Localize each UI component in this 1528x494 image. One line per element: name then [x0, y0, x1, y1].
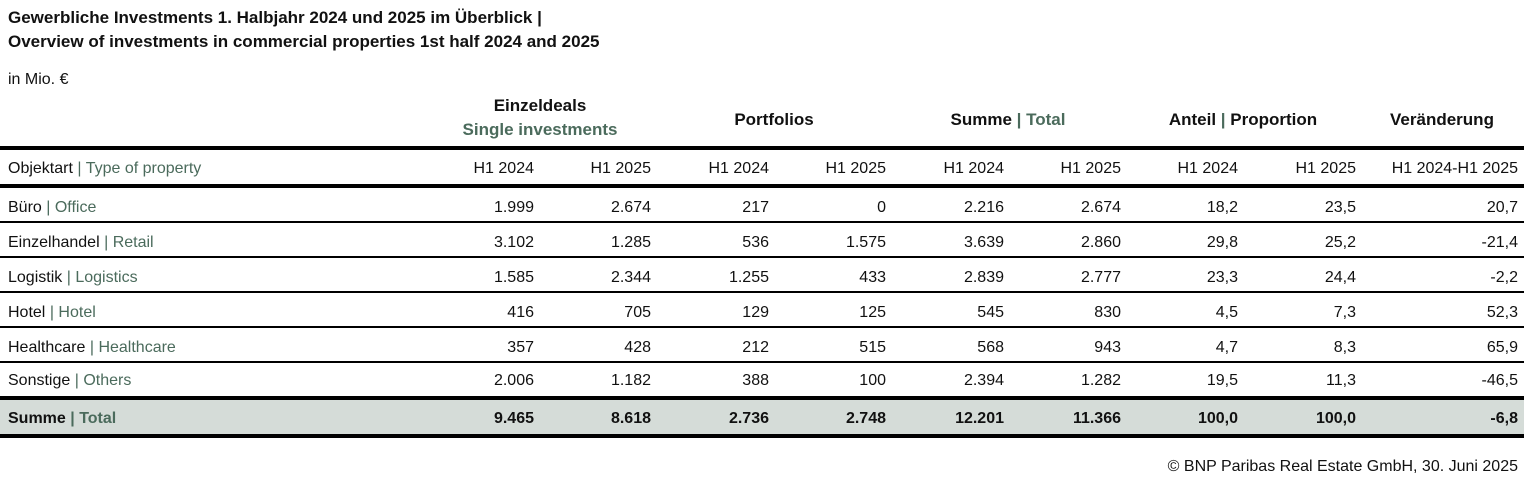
row-label	[8, 366, 131, 396]
title-line-de: Gewerbliche Investments 1. Halbjahr 2024 und 2025 im Überblick |	[8, 8, 542, 27]
group-separator: |	[1220, 110, 1226, 129]
row-label	[8, 193, 96, 223]
table-cell: 65,9	[1486, 339, 1518, 356]
table-cell: 23,3	[1206, 269, 1238, 286]
group-separator: |	[1016, 110, 1022, 129]
row-label-de: Healthcare	[8, 339, 86, 356]
row-label-en: Office	[54, 199, 97, 216]
table-cell: 545	[977, 304, 1004, 321]
column-header-h1-2025: H1 2025	[1295, 160, 1356, 177]
table-cell: 24,4	[1324, 269, 1356, 286]
copyright-footer: © BNP Paribas Real Estate GmbH, 30. Juni 2025	[1167, 458, 1518, 475]
table-cell: 4,7	[1215, 339, 1238, 356]
group-einzeldeals: Einzeldeals	[493, 96, 587, 115]
table-cell: -2,2	[1490, 269, 1518, 286]
table-cell: 2.860	[1080, 234, 1121, 251]
table-row	[0, 366, 1524, 396]
table-cell: 7,3	[1333, 304, 1356, 321]
table-cell: 515	[859, 339, 886, 356]
row-label-en: Healthcare	[98, 339, 176, 356]
column-header-h1-2024: H1 2024	[943, 160, 1004, 177]
column-header-row	[0, 154, 1524, 184]
total-cell: 100,0	[1315, 410, 1356, 427]
table-cell: 11,3	[1326, 372, 1356, 389]
group-anteil: Anteil	[1168, 110, 1217, 129]
table-row	[0, 193, 1524, 223]
group-proportion: Proportion	[1230, 110, 1318, 129]
table-cell: 1.585	[493, 269, 534, 286]
table-cell: 416	[507, 304, 534, 321]
table-row	[0, 333, 1524, 363]
separator: |	[49, 304, 54, 321]
table-cell: 20,7	[1486, 199, 1518, 216]
table-cell: 125	[859, 304, 886, 321]
row-label-en: Others	[83, 372, 132, 389]
row-label-de: Büro	[8, 199, 42, 216]
column-header-h1-2025: H1 2025	[590, 160, 651, 177]
table-cell: 2.216	[963, 199, 1004, 216]
table-cell: 1.575	[845, 234, 886, 251]
table-cell: 212	[742, 339, 769, 356]
group-single-investments: Single investments	[462, 120, 618, 139]
table-cell: 23,5	[1324, 199, 1356, 216]
group-veraenderung: Veränderung	[1390, 110, 1494, 129]
table-cell: 830	[1094, 304, 1121, 321]
table-cell: 2.394	[963, 372, 1004, 389]
row-label-de: Einzelhandel	[8, 234, 100, 251]
table-cell: 1.282	[1080, 372, 1121, 389]
table-cell: 18,2	[1206, 199, 1238, 216]
group-header-proportion	[1148, 110, 1338, 130]
column-header-h1-2025: H1 2025	[1060, 160, 1121, 177]
total-cell: 2.736	[728, 410, 769, 427]
row-label	[8, 298, 96, 328]
total-label-en: Total	[79, 410, 117, 427]
total-cell: 100,0	[1197, 410, 1238, 427]
table-cell: 2.006	[493, 372, 534, 389]
column-header-h1-2024: H1 2024	[708, 160, 769, 177]
group-header-total	[912, 110, 1104, 130]
header-top-rule	[0, 146, 1524, 150]
separator: |	[89, 339, 94, 356]
table-cell: 19,5	[1206, 372, 1238, 389]
total-bottom-rule	[0, 434, 1524, 438]
column-header-type-de: Objektart	[8, 160, 73, 177]
row-label-de: Hotel	[8, 304, 46, 321]
row-label-en: Retail	[112, 234, 154, 251]
table-cell: 2.674	[610, 199, 651, 216]
group-summe: Summe	[950, 110, 1012, 129]
table-cell: 2.674	[1080, 199, 1121, 216]
table-cell: -21,4	[1481, 234, 1518, 251]
table-cell: 536	[742, 234, 769, 251]
total-cell: 2.748	[845, 410, 886, 427]
table-cell: 2.777	[1080, 269, 1121, 286]
row-label-de: Sonstige	[8, 372, 71, 389]
table-cell: 388	[742, 372, 769, 389]
table-cell: 1.182	[610, 372, 651, 389]
table-cell: 428	[624, 339, 651, 356]
table-cell: 129	[742, 304, 769, 321]
table-cell: 3.102	[493, 234, 534, 251]
total-row	[0, 404, 1524, 434]
row-label	[8, 228, 154, 258]
separator: |	[66, 269, 71, 286]
table-cell: 4,5	[1215, 304, 1238, 321]
table-cell: 1.999	[493, 199, 534, 216]
row-label	[8, 263, 138, 293]
table-title	[8, 6, 599, 54]
table-cell: 25,2	[1324, 234, 1356, 251]
row-label-de: Logistik	[8, 269, 63, 286]
table-cell: 217	[742, 199, 769, 216]
table-cell: 8,3	[1333, 339, 1356, 356]
table-cell: 1.285	[610, 234, 651, 251]
column-header-type	[8, 154, 201, 184]
table-cell: 2.344	[610, 269, 651, 286]
total-cell: 9.465	[493, 410, 534, 427]
row-label	[8, 333, 176, 363]
table-row	[0, 263, 1524, 293]
total-cell: 11.366	[1072, 410, 1121, 427]
header-bottom-rule	[0, 184, 1524, 188]
row-label-en: Logistics	[75, 269, 138, 286]
table-cell: 52,3	[1486, 304, 1518, 321]
table-row	[0, 228, 1524, 258]
table-cell: 2.839	[963, 269, 1004, 286]
total-cell: 8.618	[610, 410, 651, 427]
title-line-en: Overview of investments in commercial properties 1st half 2024 and 2025	[8, 32, 600, 51]
total-top-rule	[0, 396, 1524, 400]
group-header-single	[440, 96, 640, 140]
column-header-h1-2024: H1 2024	[1177, 160, 1238, 177]
table-cell: 3.639	[963, 234, 1004, 251]
separator: |	[77, 160, 82, 177]
total-cell: 12.201	[955, 410, 1004, 427]
total-label	[8, 404, 116, 434]
unit-label: in Mio. €	[8, 71, 69, 88]
separator: |	[70, 410, 75, 427]
column-header-change: H1 2024-H1 2025	[1391, 160, 1518, 177]
separator: |	[104, 234, 109, 251]
column-header-type-en: Type of property	[85, 160, 202, 177]
table-cell: 357	[507, 339, 534, 356]
separator: |	[46, 199, 51, 216]
column-header-h1-2025: H1 2025	[825, 160, 886, 177]
table-cell: 433	[859, 269, 886, 286]
separator: |	[74, 372, 79, 389]
table-cell: 29,8	[1206, 234, 1238, 251]
table-row	[0, 298, 1524, 328]
table-cell: 1.255	[728, 269, 769, 286]
table-cell: 0	[877, 199, 886, 216]
row-label-en: Hotel	[58, 304, 96, 321]
table-cell: 568	[977, 339, 1004, 356]
total-label-de: Summe	[8, 410, 66, 427]
table-cell: -46,5	[1481, 372, 1518, 389]
total-cell: -6,8	[1490, 410, 1518, 427]
group-portfolios: Portfolios	[734, 110, 814, 129]
table-cell: 100	[859, 372, 886, 389]
table-cell: 705	[624, 304, 651, 321]
group-total: Total	[1026, 110, 1066, 129]
column-header-h1-2024: H1 2024	[473, 160, 534, 177]
table-cell: 943	[1094, 339, 1121, 356]
